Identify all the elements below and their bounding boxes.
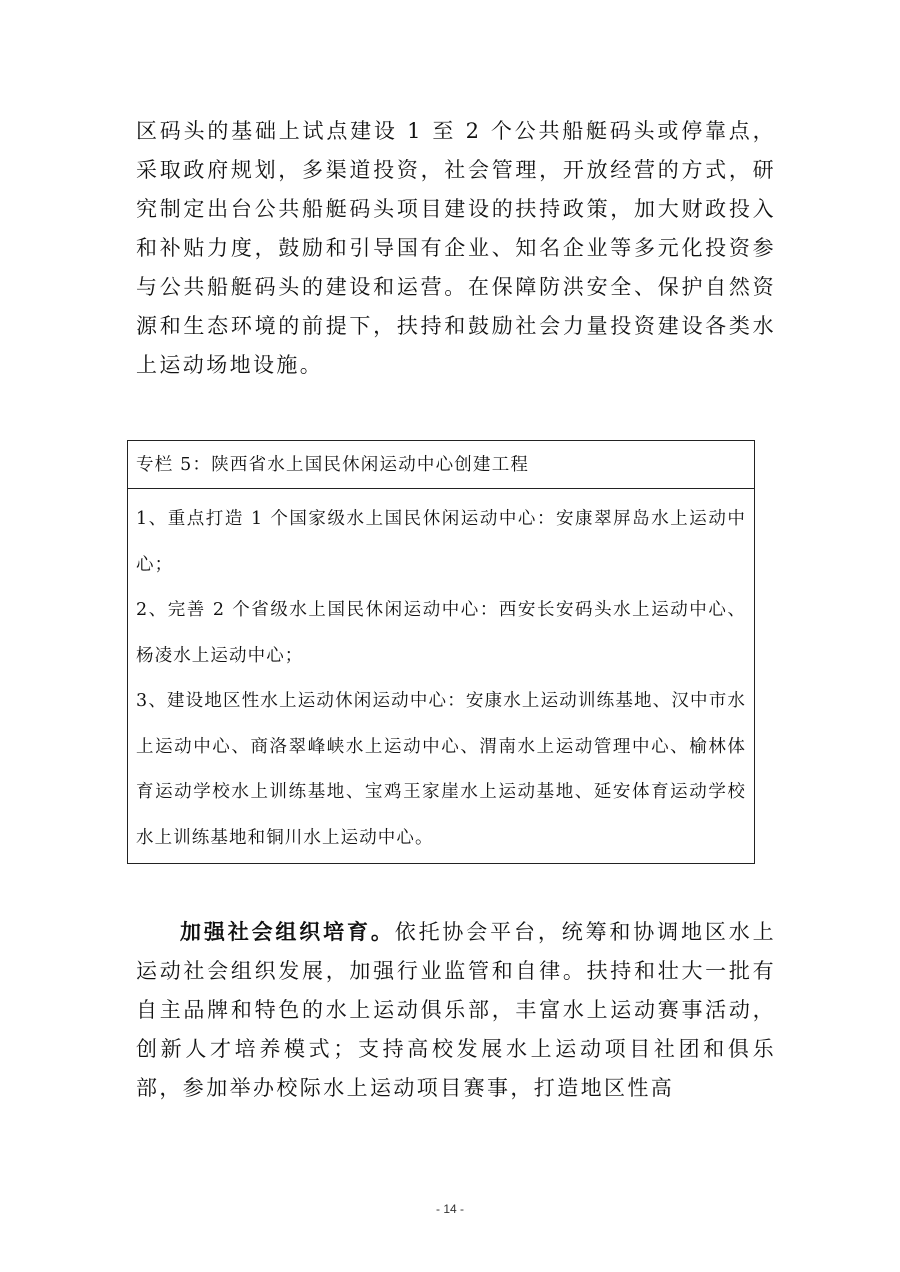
column-box-item-3: 3、建设地区性水上运动休闲运动中心：安康水上运动训练基地、汉中市水上运动中心、商洛翠峰峡水上运动中心、渭南水上运动管理中心、榆林体育运动学校水上训练基地、宝鸡王家崖水上运动基地、延安体育运动学校水上训练基地和铜川水上运动中心。: [136, 691, 746, 848]
body-paragraph-top: 区码头的基础上试点建设 1 至 2 个公共船艇码头或停靠点，采取政府规划，多渠道投资，社会管理，开放经营的方式，研究制定出台公共船艇码头项目建设的扶持政策，加大财政投入和补贴力度，鼓励和引导国有企业、知名企业等多元化投资参与公共船艇码头的建设和运营。在保障防洪安全、保护自然资源和生态环境的前提下，扶持和鼓励社会力量投资建设各类水上运动场地设施。: [136, 119, 776, 377]
column-box-title: 专栏 5：陕西省水上国民休闲运动中心创建工程: [128, 441, 754, 489]
column-box-item-1: 1、重点打造 1 个国家级水上国民休闲运动中心：安康翠屏岛水上运动中心；: [136, 509, 746, 575]
body-paragraph-bottom: [136, 912, 776, 1108]
paragraph-text: 依托协会平台，统筹和协调地区水上运动社会组织发展，加强行业监管和自律。扶持和壮大一批有自主品牌和特色的水上运动俱乐部，丰富水上运动赛事活动，创新人才培养模式；支持高校发展水上运动项目社团和俱乐部，参加举办校际水上运动项目赛事，打造地区性高: [136, 920, 776, 1100]
column-box-body: [128, 489, 754, 861]
column-box: [127, 440, 755, 864]
paragraph-lead-heading: 加强社会组织培育。: [180, 919, 395, 944]
page-number: - 14 -: [435, 1202, 464, 1216]
column-box-item-2: 2、完善 2 个省级水上国民休闲运动中心：西安长安码头水上运动中心、杨凌水上运动中心；: [136, 600, 746, 666]
